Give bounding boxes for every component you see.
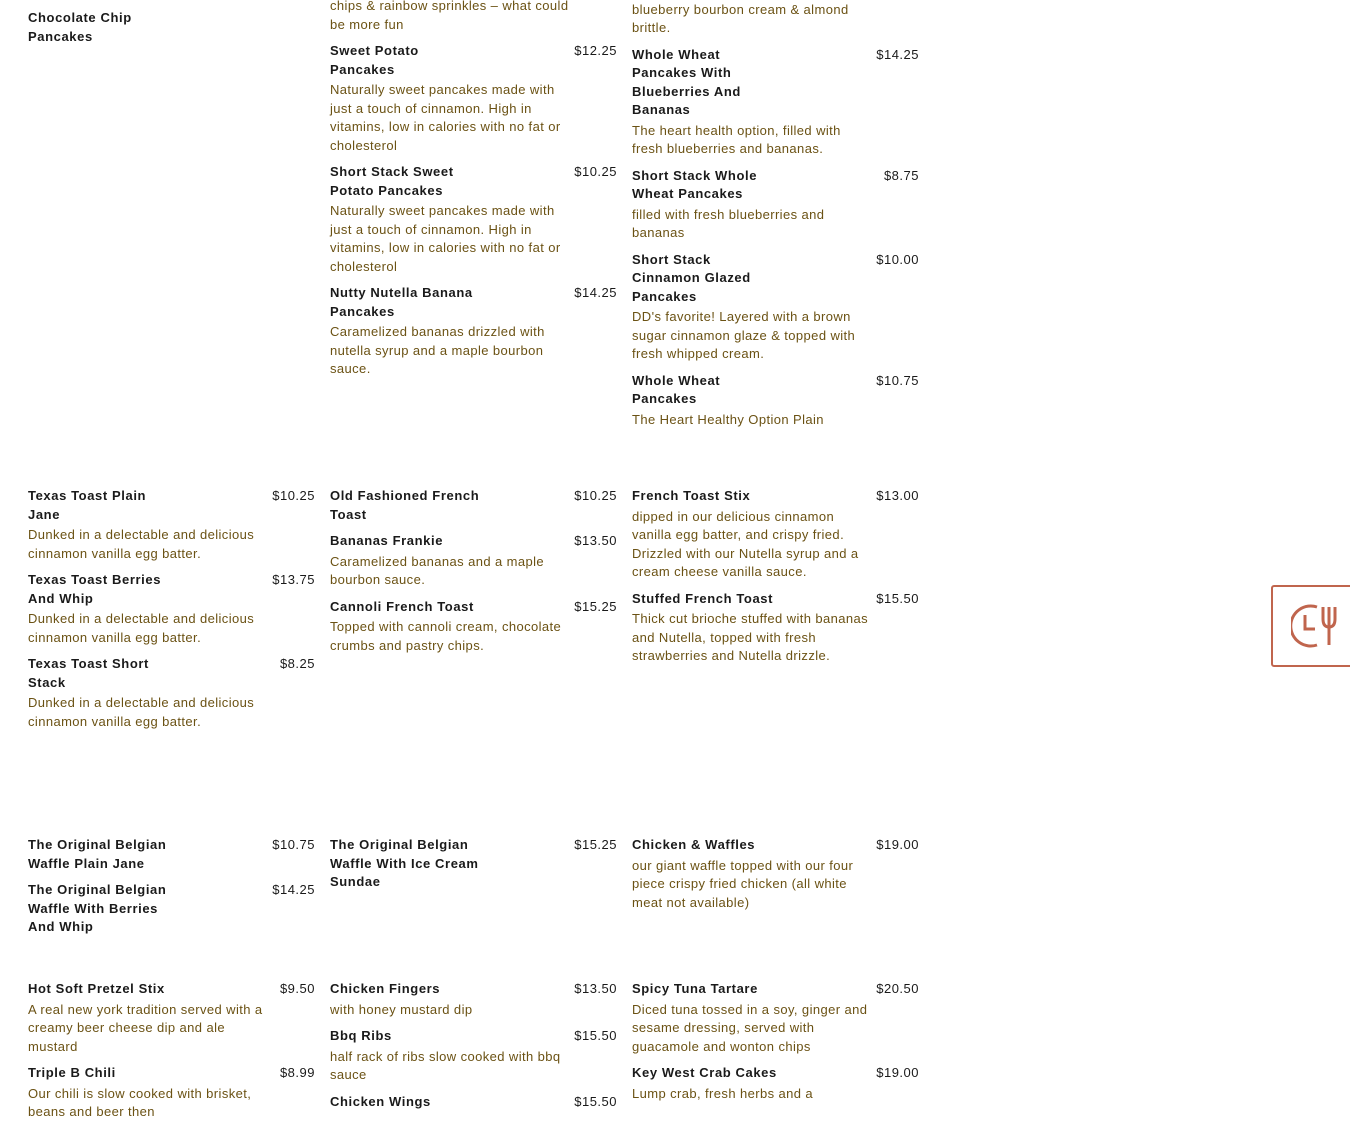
menu-item-price: $13.75 (272, 572, 315, 587)
menu-item[interactable] (632, 251, 919, 364)
menu-item[interactable] (330, 532, 617, 590)
menu-column (28, 980, 315, 1130)
menu-item[interactable] (632, 980, 919, 1056)
menu-column (330, 836, 617, 900)
menu-item-price: $10.25 (272, 488, 315, 503)
menu-item[interactable] (330, 487, 617, 524)
menu-item-name: The Original Belgian Waffle Plain Jane (28, 837, 167, 871)
menu-item-price: $19.00 (876, 837, 919, 852)
menu-item-description: The heart health option, filled with fresh blueberries and bananas. (632, 122, 841, 156)
menu-item[interactable] (330, 598, 617, 656)
menu-item-price: $14.25 (574, 285, 617, 300)
menu-item[interactable] (632, 167, 919, 243)
menu-item[interactable] (330, 42, 617, 155)
menu-item[interactable] (28, 655, 315, 731)
menu-item-price: $20.50 (876, 981, 919, 996)
menu-item-name: Texas Toast Plain Jane (28, 488, 147, 522)
menu-item-price: $10.25 (574, 164, 617, 179)
menu-item[interactable] (28, 881, 315, 937)
menu-item-price: $19.00 (876, 1065, 919, 1080)
menu-item-name: Chocolate Chip Pancakes (28, 10, 132, 44)
menu-item-description: Caramelized bananas and a maple bourbon sauce. (330, 553, 545, 587)
menu-item-name: Chicken & Waffles (632, 837, 756, 852)
menu-item-description: Dunked in a delectable and delicious cinnamon vanilla egg batter. (28, 695, 255, 729)
menu-item[interactable] (632, 487, 919, 582)
menu-item-name: Sweet Potato Pancakes (330, 43, 419, 77)
menu-item-name: Whole Wheat Pancakes (632, 372, 721, 406)
menu-item-price: $14.25 (876, 46, 919, 62)
menu-item-description: The Heart Healthy Option Plain (632, 411, 824, 427)
menu-item[interactable] (28, 1064, 315, 1122)
menu-item-description: Lump crab, fresh herbs and a (632, 1085, 814, 1101)
menu-item-name: Cannoli French Toast (330, 598, 474, 614)
menu-item-name: Spicy Tuna Tartare (632, 981, 758, 996)
menu-item[interactable] (330, 0, 617, 34)
menu-item-description: Caramelized bananas drizzled with nutella syrup and a maple bourbon sauce. (330, 324, 545, 376)
menu-item-price: $10.25 (574, 488, 617, 503)
menu-item-name: Triple B Chili (28, 1065, 116, 1080)
menu-item[interactable] (632, 0, 919, 38)
menu-item-price: $8.99 (279, 1065, 315, 1080)
menu-item-description: Dunked in a delectable and delicious cinnamon vanilla egg batter. (28, 527, 255, 561)
menu-item-description: Naturally sweet pancakes made with just a touch of cinnamon. High in vitamins, low in calories with no fat or cholesterol (330, 82, 561, 153)
menu-item[interactable] (28, 980, 315, 1056)
menu-item-description: filled with fresh blueberries and bananas (632, 206, 825, 240)
menu-item-description: Topped with cannoli cream, chocolate crumbs and pastry chips. (330, 619, 562, 653)
menu-item-description: Dunked in a delectable and delicious cinnamon vanilla egg batter. (28, 611, 255, 645)
menu-item-description: Diced tuna tossed in a soy, ginger and sesame dressing, served with guacamole and wonton chips (632, 1001, 868, 1054)
menu-item-name: Whole Wheat Pancakes With Blueberries And Bananas (632, 46, 741, 117)
menu-item-description: blueberry bourbon cream & almond brittle. (632, 1, 849, 35)
menu-item-name: Texas Toast Short Stack (28, 656, 149, 690)
menu-item[interactable] (330, 836, 617, 892)
menu-column (632, 487, 919, 674)
menu-item-price: $14.25 (272, 882, 315, 897)
menu-column (632, 980, 919, 1111)
menu-item-name: Short Stack Cinnamon Glazed Pancakes (632, 251, 751, 304)
menu-item[interactable] (632, 372, 919, 430)
menu-column (330, 487, 617, 663)
menu-item-description: our giant waffle topped with our four piece crispy fried chicken (all white meat not available) (632, 857, 854, 910)
menu-item[interactable] (28, 836, 315, 873)
menu-item-price: $13.50 (574, 981, 617, 996)
menu-item-price: $8.75 (883, 167, 919, 183)
menu-item-description: half rack of ribs slow cooked with bbq sauce (330, 1048, 561, 1082)
menu-item-name: Stuffed French Toast (632, 590, 774, 606)
menu-item-description: DD's favorite! Layered with a brown sugar cinnamon glaze & topped with fresh whipped cream. (632, 309, 856, 361)
menu-item-price: $12.25 (574, 43, 617, 58)
menu-item[interactable] (28, 487, 315, 563)
menu-item[interactable] (632, 590, 919, 666)
menu-item-description: Our chili is slow cooked with brisket, beans and beer then (28, 1085, 252, 1119)
menu-item-description: A real new york tradition served with a creamy beer cheese dip and ale mustard (28, 1001, 263, 1054)
menu-item-price: $13.50 (574, 533, 617, 548)
menu-item-price: $15.50 (574, 1028, 617, 1043)
menu-column (28, 9, 315, 54)
restaurant-menu-icon (1291, 601, 1345, 651)
menu-item[interactable] (28, 571, 315, 647)
menu-column (28, 836, 315, 945)
menu-item[interactable] (330, 1027, 617, 1085)
menu-item-name: Bbq Ribs (330, 1028, 392, 1043)
menu-item-name: Key West Crab Cakes (632, 1065, 777, 1080)
menu-column (28, 487, 315, 739)
menu-item[interactable] (330, 163, 617, 276)
menu-item-name: French Toast Stix (632, 488, 751, 503)
menu-column (330, 0, 617, 387)
menu-item-name: Old Fashioned French Toast (330, 488, 480, 522)
menu-item-name: The Original Belgian Waffle With Berries And Whip (28, 882, 167, 934)
menu-item[interactable] (632, 836, 919, 912)
menu-item-name: Short Stack Sweet Potato Pancakes (330, 164, 454, 198)
menu-item[interactable] (632, 46, 919, 159)
menu-item-name: Hot Soft Pretzel Stix (28, 981, 165, 996)
menu-item-name: Texas Toast Berries And Whip (28, 572, 162, 606)
menu-item-name: Chicken Wings (330, 1093, 431, 1109)
menu-item[interactable] (330, 980, 617, 1019)
menu-column (632, 836, 919, 920)
menu-item-price: $8.25 (279, 656, 315, 671)
menu-item-description: with honey mustard dip (330, 1001, 473, 1017)
menu-item-price: $9.50 (279, 981, 315, 996)
menu-item-name: Short Stack Whole Wheat Pancakes (632, 167, 758, 201)
menu-item-price: $10.00 (876, 251, 919, 267)
menu-column (330, 980, 617, 1119)
menu-item[interactable] (330, 284, 617, 379)
menu-item-description: chips & rainbow sprinkles – what could be more fun (330, 0, 569, 32)
menu-item-price: $15.25 (574, 837, 617, 852)
menu-item-price: $10.75 (272, 837, 315, 852)
menu-item-price: $13.00 (876, 488, 919, 503)
menu-item-price: $15.50 (574, 1093, 617, 1109)
menu-item-name: Nutty Nutella Banana Pancakes (330, 285, 473, 319)
menu-item-name: Chicken Fingers (330, 981, 441, 996)
menu-item[interactable] (632, 1064, 919, 1103)
menu-item-price: $15.25 (574, 598, 617, 614)
menu-item-name: Bananas Frankie (330, 533, 444, 548)
menu-item-price: $15.50 (876, 590, 919, 606)
menu-floating-button[interactable] (1271, 585, 1350, 667)
menu-item-description: Naturally sweet pancakes made with just a touch of cinnamon. High in vitamins, low in calories with no fat or cholesterol (330, 203, 561, 274)
menu-column (632, 0, 919, 437)
menu-item-price: $10.75 (876, 372, 919, 388)
menu-item-description: Thick cut brioche stuffed with bananas and Nutella, topped with fresh strawberries and Nutella drizzle. (632, 611, 869, 663)
menu-item-description: dipped in our delicious cinnamon vanilla egg batter, and crispy fried. Drizzled with our Nutella syrup and a cream cheese vanilla sauce. (632, 508, 859, 579)
menu-item[interactable] (330, 1093, 617, 1112)
menu-item-name: The Original Belgian Waffle With Ice Cream Sundae (330, 837, 479, 889)
menu-item[interactable] (28, 9, 315, 46)
